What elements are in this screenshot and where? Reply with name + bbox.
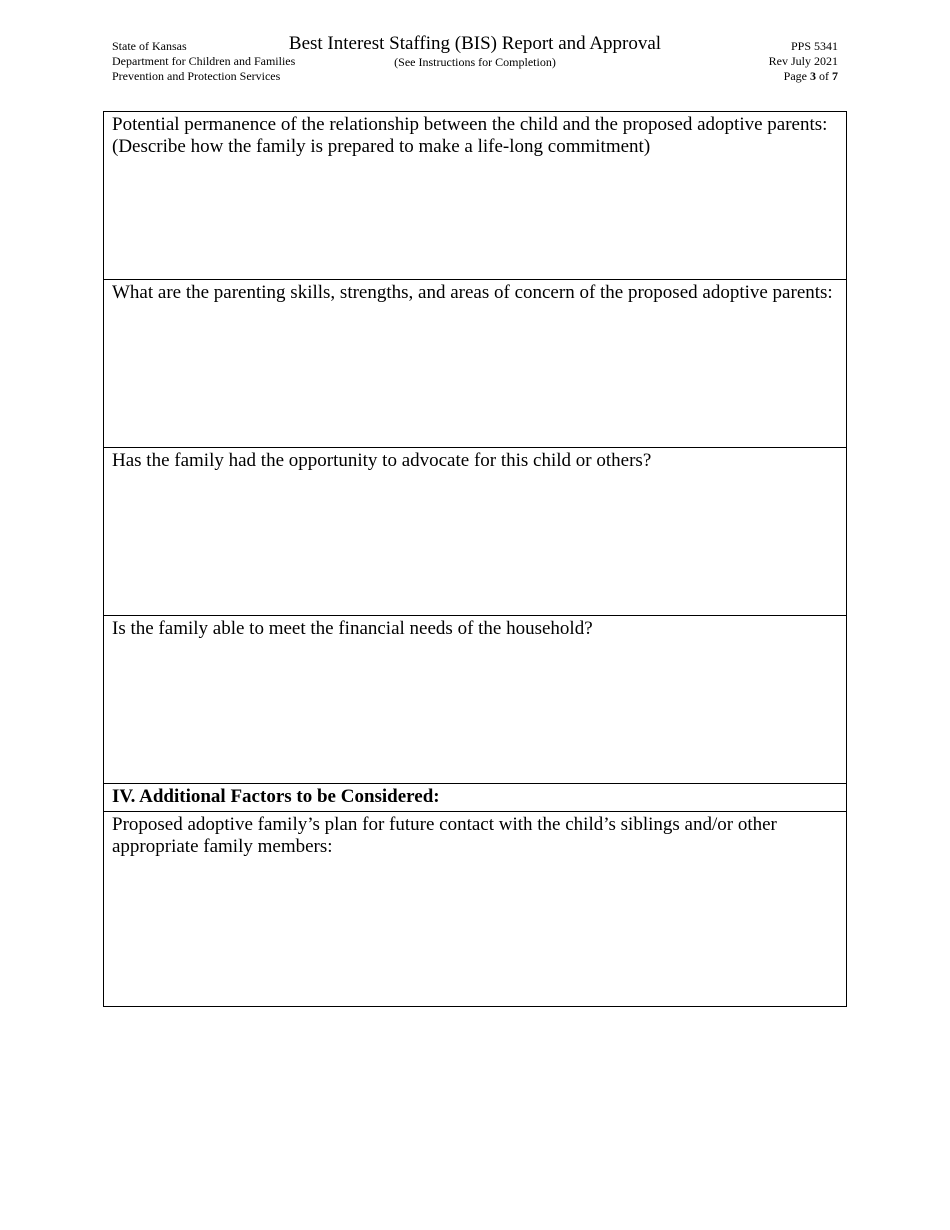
future-contact-question-line1: Proposed adoptive family’s plan for future contact with the child’s siblings and/or other: [112, 814, 777, 835]
future-contact-question-line2: appropriate family members:: [112, 836, 333, 857]
form-number: PPS 5341: [790, 39, 838, 53]
form-table: [103, 111, 847, 1007]
agency-department: Department for Children and Families: [112, 54, 296, 68]
parenting-skills-field[interactable]: [104, 280, 846, 448]
permanence-question: Potential permanence of the relationship between the child and the proposed adoptive parents:: [112, 114, 828, 135]
agency-state: State of Kansas: [112, 39, 187, 53]
page-mid: of: [816, 69, 832, 83]
revision-date: Rev July 2021: [768, 54, 838, 68]
parenting-skills-question: What are the parenting skills, strengths, and areas of concern of the proposed adoptive parents:: [112, 282, 833, 303]
financial-needs-field[interactable]: [104, 616, 846, 784]
advocate-field[interactable]: [104, 448, 846, 616]
page-current: 3: [810, 69, 816, 83]
advocate-question: Has the family had the opportunity to advocate for this child or others?: [112, 450, 652, 471]
form-info-block: [769, 39, 838, 84]
page-prefix: Page: [783, 69, 810, 83]
section-heading-text: IV. Additional Factors to be Considered:: [112, 786, 440, 807]
section-heading: [104, 784, 846, 812]
page-header: [0, 0, 950, 90]
permanence-field[interactable]: [104, 112, 846, 280]
document-title: Best Interest Staffing (BIS) Report and Approval: [288, 33, 662, 54]
agency-division: Prevention and Protection Services: [112, 69, 281, 83]
document-subtitle: (See Instructions for Completion): [394, 55, 556, 69]
future-contact-field[interactable]: [104, 812, 846, 1006]
page-total: 7: [832, 69, 838, 83]
page-number: [769, 69, 838, 84]
permanence-instruction: (Describe how the family is prepared to make a life-long commitment): [112, 136, 651, 157]
financial-needs-question: Is the family able to meet the financial needs of the household?: [112, 618, 593, 639]
